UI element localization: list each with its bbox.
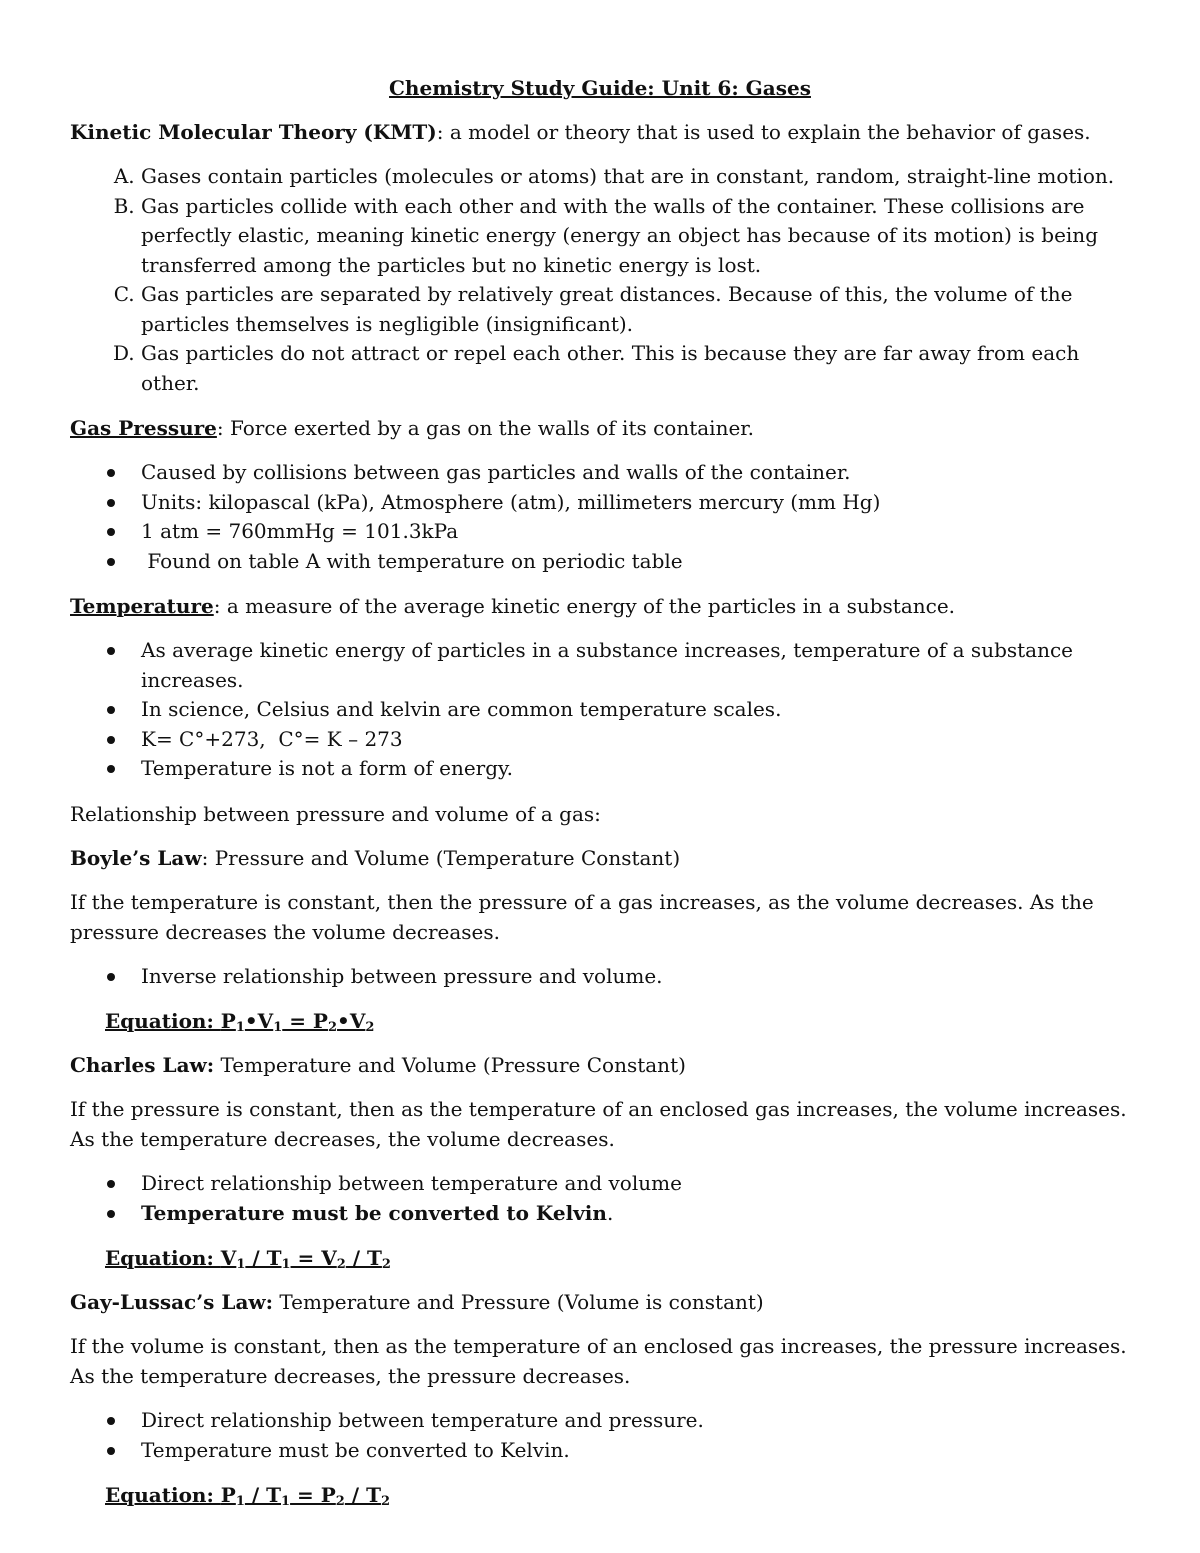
gaylussac-equation: Equation: $P_1 / T_1 = P_2 / T_2$ xyxy=(105,1483,391,1509)
charles-equation: Equation: $V_1 / T_1 = V_2 / T_2$ xyxy=(105,1246,391,1272)
charles-heading xyxy=(70,1050,1130,1080)
boyle-subtitle: : Pressure and Volume (Temperature Constant) xyxy=(201,845,681,870)
pressure-bullet: 1 atm = 760mmHg = 101.3kPa xyxy=(141,517,1130,547)
charles-kelvin-note: Temperature must be converted to Kelvin xyxy=(141,1200,607,1225)
pressure-bullet-list xyxy=(70,458,1130,576)
temperature-term: Temperature xyxy=(70,594,214,618)
charles-bullet: Temperature must be converted to Kelvin. xyxy=(141,1199,1130,1229)
charles-subtitle: Temperature and Volume (Pressure Constant) xyxy=(214,1053,686,1077)
boyle-bullet-list xyxy=(70,962,1130,992)
kmt-points-list xyxy=(70,162,1130,398)
temperature-bullet: Temperature is not a form of energy. xyxy=(141,754,1130,784)
temperature-definition-text: : a measure of the average kinetic energy of the particles in a substance. xyxy=(213,594,956,618)
temperature-bullet: In science, Celsius and kelvin are common temperature scales. xyxy=(141,695,1130,725)
kmt-point-b: B. Gas particles collide with each other and with the walls of the container. These collisions are perfectly elastic, meaning kinetic energy (energy an object has because of its motion) is being transferred among the particles but no kinetic energy is lost. xyxy=(141,192,1130,281)
gaylussac-bullet: Temperature must be converted to Kelvin. xyxy=(141,1436,1130,1466)
temperature-bullet: As average kinetic energy of particles in a substance increases, temperature of a substance increases. xyxy=(141,636,1130,695)
gaylussac-bullet: Direct relationship between temperature and pressure. xyxy=(141,1406,1130,1436)
temperature-bullet: K= C°+273, C°= K – 273 xyxy=(141,725,1130,755)
gaylussac-term: Gay-Lussac’s Law: xyxy=(70,1290,274,1314)
kmt-point-a: A. Gases contain particles (molecules or atoms) that are in constant, random, straight-line motion. xyxy=(141,162,1130,192)
charles-term: Charles Law: xyxy=(70,1053,215,1077)
boyle-term: Boyle’s Law xyxy=(70,845,202,870)
gaylussac-heading xyxy=(70,1287,1130,1317)
boyle-heading xyxy=(70,843,1130,873)
kmt-term: Kinetic Molecular Theory (KMT) xyxy=(70,120,437,144)
boyle-text: If the temperature is constant, then the pressure of a gas increases, as the volume decreases. As the pressure decreases the volume decreases. xyxy=(70,889,1094,944)
boyle-bullet: Inverse relationship between pressure and volume. xyxy=(141,962,1130,992)
pressure-term: Gas Pressure xyxy=(70,416,217,440)
gaylussac-bullet-list xyxy=(70,1406,1130,1465)
pressure-bullet: Caused by collisions between gas particles and walls of the container. xyxy=(141,458,1130,488)
kmt-point-d: D. Gas particles do not attract or repel each other. This is because they are far away from each other. xyxy=(141,339,1130,398)
temperature-definition xyxy=(70,591,1130,621)
gaylussac-text: If the volume is constant, then as the temperature of an enclosed gas increases, the pressure increases. As the temperature decreases, the pressure decreases. xyxy=(70,1334,1127,1388)
kmt-definition-text: : a model or theory that is used to explain the behavior of gases. xyxy=(436,120,1091,144)
page-title: Chemistry Study Guide: Unit 6: Gases xyxy=(389,76,811,100)
charles-bullet-list xyxy=(70,1169,1130,1228)
pressure-definition-text: : Force exerted by a gas on the walls of its container. xyxy=(216,416,755,440)
kmt-definition xyxy=(70,117,1130,147)
pressure-definition xyxy=(70,413,1130,443)
pressure-bullet: Units: kilopascal (kPa), Atmosphere (atm), millimeters mercury (mm Hg) xyxy=(141,488,1130,518)
relationship-heading: Relationship between pressure and volume of a gas: xyxy=(70,801,601,826)
charles-text: If the pressure is constant, then as the temperature of an enclosed gas increases, the volume increases. As the temperature decreases, the volume decreases. xyxy=(70,1097,1127,1151)
charles-bullet: Direct relationship between temperature and volume xyxy=(141,1169,1130,1199)
pressure-bullet: Found on table A with temperature on periodic table xyxy=(141,547,1130,577)
boyle-equation: Equation: $P_1•V_1$ = $P_2•V_2$ xyxy=(105,1009,375,1035)
temperature-bullet-list xyxy=(70,636,1130,784)
gaylussac-subtitle: Temperature and Pressure (Volume is constant) xyxy=(273,1290,764,1314)
kmt-point-c: C. Gas particles are separated by relatively great distances. Because of this, the volume of the particles themselves is negligible (insignificant). xyxy=(141,280,1130,339)
